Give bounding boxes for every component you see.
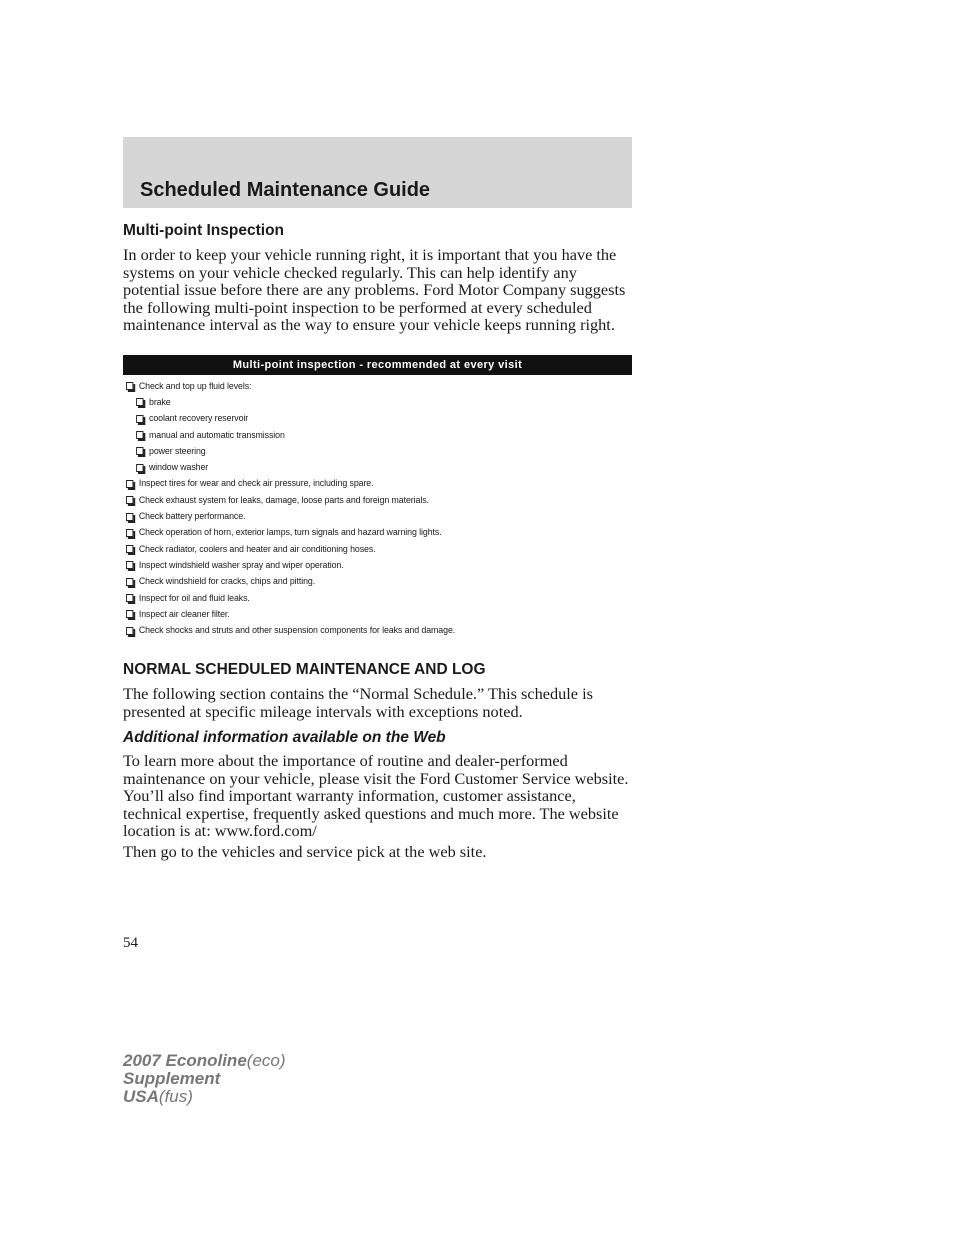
inspection-checklist [123, 375, 632, 639]
checklist-subitem [126, 411, 592, 427]
checkbox-icon [136, 415, 143, 423]
inspection-table-header: Multi-point inspection - recommended at every visit [123, 355, 632, 375]
checkbox-icon [126, 561, 133, 569]
inspection-checklist-table [123, 355, 632, 639]
checklist-item-label: Check radiator, coolers and heater and air conditioning hoses. [138, 543, 376, 555]
checkbox-icon [126, 382, 133, 390]
web-info-paragraph: To learn more about the importance of routine and dealer-performed maintenance on your vehicle, please visit the Ford Customer Service website. You’ll also find important warranty information, customer assistance, technical expertise, frequently asked questions and much more. The website location is at: www.ford.com/ [123, 751, 629, 841]
section-header-bar [123, 137, 632, 208]
checklist-item-label: Inspect windshield washer spray and wiper operation. [138, 559, 344, 571]
checklist-item [126, 557, 592, 573]
checklist-item-label: manual and automatic transmission [149, 429, 285, 441]
checklist-item-label: window washer [149, 462, 209, 474]
normal-schedule-paragraph: The following section contains the “Normal Schedule.” This schedule is presented at specific mileage intervals with exceptions noted. [123, 684, 593, 721]
checklist-item-label: brake [149, 396, 171, 408]
checkbox-icon [126, 529, 133, 537]
checklist-item-label: Check and top up fluid levels: [138, 380, 252, 392]
checklist-item-label: Inspect air cleaner filter. [138, 608, 230, 620]
checklist-item [126, 492, 592, 508]
checklist-item [126, 508, 592, 524]
checkbox-icon [126, 578, 133, 586]
page-title: Scheduled Maintenance Guide [140, 179, 431, 201]
checkbox-icon [126, 627, 133, 635]
checklist-subitem [126, 459, 592, 475]
checkbox-icon [126, 610, 133, 618]
checklist-item [126, 525, 592, 541]
checklist-item [126, 574, 592, 590]
multipoint-heading: Multi-point Inspection [123, 222, 285, 239]
checklist-item-label: Check shocks and struts and other suspension components for leaks and damage. [138, 625, 456, 637]
checkbox-icon [126, 496, 133, 504]
footer-supplement: Supplement [123, 1069, 221, 1088]
checkbox-icon [136, 431, 143, 439]
footer-market: USA [123, 1087, 159, 1106]
checkbox-icon [126, 513, 133, 521]
checkbox-icon [126, 480, 133, 488]
checklist-item [126, 476, 592, 492]
multipoint-paragraph: In order to keep your vehicle running right, it is important that you have the systems on your vehicle checked regularly. This can help identify any potential issue before there are any problems. Ford Motor Company suggests the following multi-point inspection to be performed at every scheduled maintenance interval as the way to ensure your vehicle keeps running right. [123, 245, 626, 335]
footer-market-code: (fus) [158, 1087, 193, 1106]
checkbox-icon [136, 464, 143, 472]
checklist-item [126, 606, 592, 622]
checklist-item-label: Check operation of horn, exterior lamps, turn signals and hazard warning lights. [138, 527, 442, 539]
checkbox-icon [126, 545, 133, 553]
checklist-item [126, 622, 592, 638]
checklist-item [126, 378, 592, 394]
checklist-item-label: coolant recovery reservoir [149, 413, 249, 425]
checklist-item [126, 541, 592, 557]
checklist-subitem [126, 427, 592, 443]
web-info-paragraph-2: Then go to the vehicles and service pick at the web site. [123, 842, 487, 861]
checkbox-icon [136, 398, 143, 406]
page-number: 54 [123, 935, 138, 951]
web-info-heading: Additional information available on the Web [123, 729, 446, 746]
checklist-item-label: Inspect for oil and fluid leaks. [138, 592, 250, 604]
document-footer [123, 1052, 286, 1106]
checklist-item-label: power steering [149, 445, 206, 457]
checkbox-icon [126, 594, 133, 602]
checklist-item-label: Inspect tires for wear and check air pressure, including spare. [138, 478, 374, 490]
checklist-item [126, 590, 592, 606]
normal-schedule-heading: NORMAL SCHEDULED MAINTENANCE AND LOG [123, 661, 486, 678]
checklist-item-label: Check exhaust system for leaks, damage, loose parts and foreign materials. [138, 494, 429, 506]
checklist-subitem [126, 394, 592, 410]
checklist-item-label: Check windshield for cracks, chips and pitting. [138, 576, 316, 588]
footer-model-code: (eco) [246, 1051, 286, 1070]
checklist-subitem [126, 443, 592, 459]
checklist-item-label: Check battery performance. [138, 511, 246, 523]
footer-model: 2007 Econoline [123, 1051, 247, 1070]
checkbox-icon [136, 447, 143, 455]
